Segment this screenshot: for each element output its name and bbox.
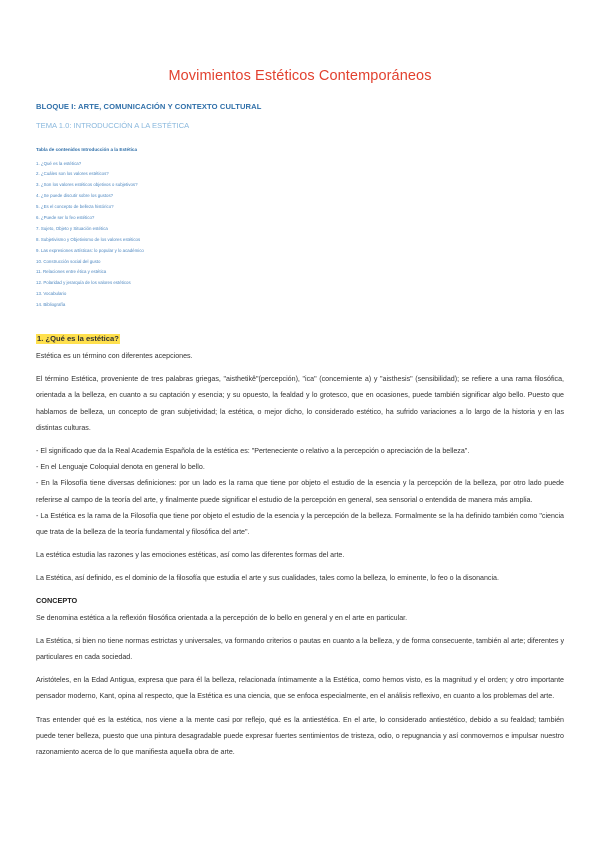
toc-item-2[interactable]: 2. ¿Cuáles son los valores estéticos? bbox=[36, 171, 109, 177]
paragraph: Estética es un término con diferentes acepciones. bbox=[36, 352, 193, 360]
toc-item-9[interactable]: 9. Las expresiones artísticas: lo popular y lo académico bbox=[36, 247, 144, 253]
document-title: Movimientos Estéticos Contemporáneos bbox=[168, 68, 432, 84]
paragraph: - El significado que da la Real Academia Española de la estética es: "Perteneciente o relativo a la percepción o apreciación de la belleza". bbox=[36, 447, 470, 456]
toc-list bbox=[36, 159, 556, 311]
toc-item-7[interactable]: 7. Sujeto, Objeto y Situación estética bbox=[36, 225, 108, 231]
paragraph: Aristóteles, en la Edad Antigua, expresa que para él la belleza, relacionada íntimamente a la Estética, como hemos visto, es la magnitud y el orden; y otro importante pensador moderno, Kant, opina al respecto, que la Estética es una ciencia, que se enfoca especialmente, en el análisis reflexivo, en cuanto a los problemas del arte. bbox=[36, 676, 564, 701]
paragraph: La estética estudia las razones y las emociones estéticas, así como las diferentes formas del arte. bbox=[36, 551, 345, 560]
topic-title: TEMA 1.0: INTRODUCCIÓN A LA ESTÉTICA bbox=[36, 121, 190, 130]
toc-item-12[interactable]: 12. Polaridad y jerarquía de los valores estéticos bbox=[36, 280, 131, 286]
concept-heading: CONCEPTO bbox=[36, 595, 78, 605]
paragraph: Se denomina estética a la reflexión filosófica orientada a la percepción de lo bello en general y en el arte en particular. bbox=[36, 613, 408, 622]
toc-item-1[interactable]: 1. ¿Qué es la estética? bbox=[36, 160, 82, 166]
block-title: BLOQUE I: ARTE, COMUNICACIÓN Y CONTEXTO CULTURAL bbox=[36, 102, 262, 111]
paragraph: - En la Filosofía tiene diversas definiciones: por un lado es la rama que tiene por objeto el estudio de la esencia y la percepción de la belleza, por otro lado puede referirse al campo de la teoría del arte, y finalmente puede significar el estudio de la percepción en general, sea sensorial o entendida de manera más amplia. bbox=[36, 479, 564, 504]
paragraph: - En el Lenguaje Coloquial denota en general lo bello. bbox=[36, 463, 205, 472]
toc-item-8[interactable]: 8. Subjetivismo y Objetivismo de los valores estéticos bbox=[36, 236, 141, 242]
toc-item-13[interactable]: 13. Vocabulario bbox=[36, 291, 67, 297]
toc-item-6[interactable]: 6. ¿Puede ser lo feo estético? bbox=[36, 214, 95, 220]
table-of-contents bbox=[36, 147, 556, 311]
paragraph: Tras entender qué es la estética, nos viene a la mente casi por reflejo, qué es la antiestética. En el arte, lo considerado antiestético, debido a su fealdad; también puede tener belleza, puesto que una pintura desagradable puede expresar fuertes sentimientos de tristeza, odio, o repugnancia y así conmovernos e impulsar nuestro razonamiento acerca de lo que manifiesta aquella obra de arte. bbox=[36, 715, 564, 757]
toc-item-14[interactable]: 14. Bibliografía bbox=[36, 302, 66, 308]
toc-item-11[interactable]: 11. Relaciones entre ética y estética bbox=[36, 269, 107, 275]
toc-item-4[interactable]: 4. ¿Se puede discutir sobre los gustos? bbox=[36, 193, 114, 199]
paragraph: La Estética, así definido, es el dominio de la filosofía que estudia el arte y sus cualidades, tales como la belleza, lo eminente, lo feo o la disonancia. bbox=[36, 574, 499, 583]
toc-item-5[interactable]: 5. ¿Es el concepto de belleza histórico? bbox=[36, 204, 114, 210]
document-body bbox=[36, 328, 564, 760]
paragraph: - La Estética es la rama de la Filosofía que tiene por objeto el estudio de la esencia y la percepción de la belleza. Formalmente se la ha definido también como "ciencia que trata de la belleza de la teoría fundamental y filosófica del arte". bbox=[36, 511, 564, 537]
section-heading: 1. ¿Qué es la estética? bbox=[37, 334, 119, 343]
toc-item-10[interactable]: 10. Construcción social del gusto bbox=[36, 258, 101, 264]
toc-item-3[interactable]: 3. ¿Son los valores estéticos objetivos o subjetivos? bbox=[36, 182, 138, 188]
toc-title: Tabla de contenidos Introducción a la Estética bbox=[36, 147, 137, 152]
paragraph: El término Estética, proveniente de tres palabras griegas, "aisthetikê"(percepción), "ica" (concerniente a) y "aisthesis" (sensibilidad); se refiere a una rama filosófica, orientada a la belleza, en cuanto a su captación y esencia; y su opuesto, la fealdad y lo grotesco, que en ocasiones, puede también significar algo bello. Puesto que hablamos de belleza, un concepto de gran subjetividad; la estética, o mejor dicho, lo considerado estético, ha sufrido variaciones a lo largo de la historia y en las distintas culturas. bbox=[36, 375, 564, 432]
paragraph: La Estética, si bien no tiene normas estrictas y universales, va formando criterios o pautas en cuanto a la belleza, y de forma consecuente, también al arte; diferentes y particulares en cada sociedad. bbox=[36, 636, 564, 662]
